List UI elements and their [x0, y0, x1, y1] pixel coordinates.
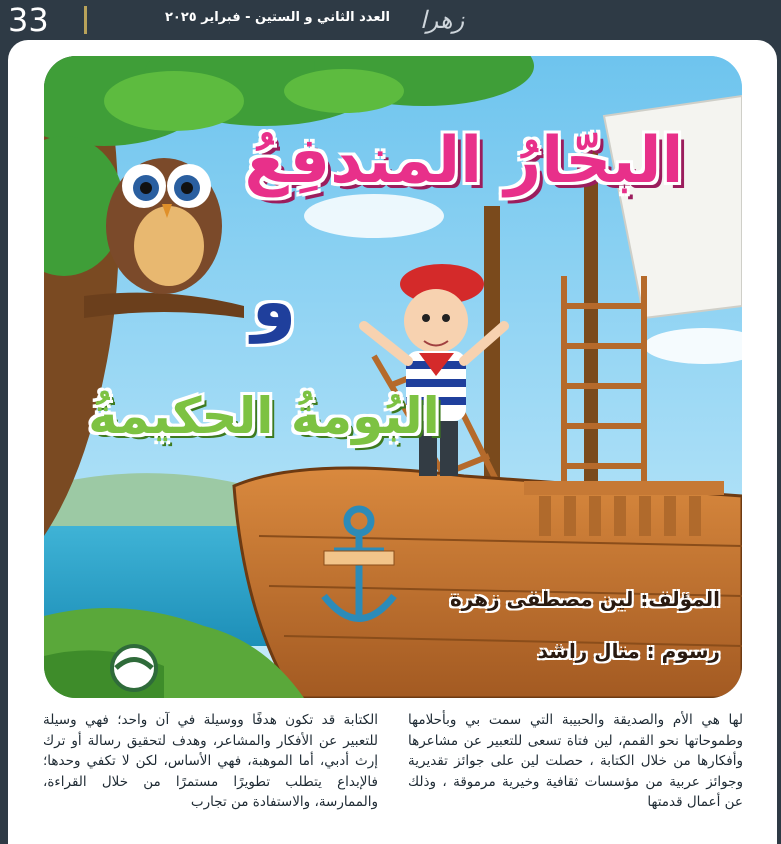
issue-info: العدد الثاني و الستين - فبراير ٢٠٢٥: [164, 10, 390, 25]
cover-title-connector: و: [251, 259, 297, 343]
cover-title-line2: البُومةُ الحكيمةُ: [88, 387, 440, 445]
page-sheet: [8, 40, 777, 844]
cover-illustrator: رسوم : منال راشد: [537, 639, 720, 663]
top-bar: [0, 0, 781, 40]
article-column-right: لها هي الأم والصديقة والحبيبة التي سمت بي وبأحلامها وطموحاتها نحو القمم، لين فتاة تسعى للتعبير عن مشاعرها وأفكارها من خلال الكتابة ، حصلت لين على جوائز تقديرية وجوائز عربية من مؤسسات ثقافية وخيرية مرموقة ، وذلك عن أعمال قدمتها: [408, 712, 743, 810]
page-number: 33: [8, 1, 49, 39]
book-cover-image: [44, 56, 742, 698]
article-body: [43, 710, 743, 844]
owl-figure: [106, 158, 222, 294]
cover-title-line1: البحّارُ المندفِعُ: [244, 124, 684, 198]
cover-author: المؤلف: لين مصطفى زهرة: [449, 587, 720, 611]
article-column-left: الكتابة قد تكون هدفًا ووسيلة في آن واحد؛ فهي وسيلة للتعبير عن الأفكار والمشاعر، وهدف لتحقيق رسالة أو ترك إرث أدبي، أما الموهبة، فهي الأساس، لكن لا تكفي وحدها؛ فالإبداع يتطلب تطويرًا مستمرًا من خلال القراءة، والممارسة، والاستفادة من تجارب: [43, 712, 378, 810]
magazine-logo: زهرا: [420, 6, 465, 34]
publisher-logo-icon: [112, 646, 156, 690]
header-divider: [84, 6, 87, 34]
